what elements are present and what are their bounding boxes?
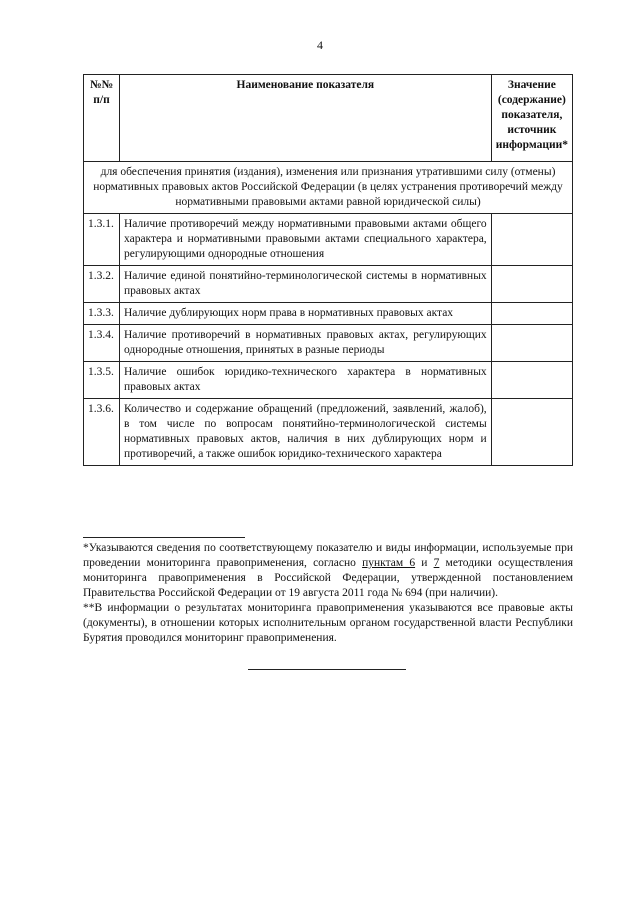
row-name: Наличие единой понятийно-терминологической системы в нормативных правовых актах <box>120 266 492 303</box>
header-name: Наименование показателя <box>120 75 492 162</box>
row-value <box>491 214 572 266</box>
table-row <box>84 266 573 303</box>
indicators-table <box>83 74 573 466</box>
footnote-2: **В информации о результатах мониторинга правоприменения указываются все правовые акты (документы), в отношении которых исполнительным органом государственной власти Республики Бурятия проводился мониторинг правоприменения. <box>83 602 573 644</box>
footnotes <box>83 537 573 646</box>
row-num: 1.3.5. <box>84 362 120 399</box>
header-num: №№ п/п <box>84 75 120 162</box>
header-value: Значение (содержание) показателя, источник информации* <box>491 75 572 162</box>
row-value <box>491 266 572 303</box>
footnote-1: *Указываются сведения по соответствующему показателю и виды информации, используемые при проведении мониторинга правоприменения, согласно пунктам 6 и 7 методики осуществления мониторинга правоприменения в Российской Федерации, утвержденной постановлением Правительства Российской Федерации от 19 августа 2011 года № 694 (при наличии). <box>83 542 573 599</box>
page-number: 4 <box>317 38 323 52</box>
row-name: Наличие противоречий между нормативными правовыми актами общего характера и нормативными правовыми актами специального характера, регулирующими однородные отношения <box>120 214 492 266</box>
link-punktam-6[interactable]: пунктам 6 <box>362 557 416 569</box>
table-row <box>84 303 573 325</box>
row-name: Наличие противоречий в нормативных правовых актах, регулирующих однородные отношения, принятых в разные периоды <box>120 325 492 362</box>
row-value <box>491 399 572 466</box>
row-name: Наличие ошибок юридико-технического характера в нормативных правовых актах <box>120 362 492 399</box>
end-separator <box>248 669 406 670</box>
section-title: для обеспечения принятия (издания), изменения или признания утратившими силу (отмены) нормативных правовых актов Российской Федерации (в целях устранения противоречий между нормативными правовыми актами равной юридической силы) <box>84 162 573 214</box>
row-num: 1.3.1. <box>84 214 120 266</box>
link-punkt-7[interactable]: 7 <box>433 557 440 569</box>
table-row <box>84 399 573 466</box>
row-name: Количество и содержание обращений (предложений, заявлений, жалоб), в том числе по вопросам понятийно-терминологической системы нормативных правовых актов, наличия в них дублирующих норм и противоречий, а также ошибок юридико-технического характера <box>120 399 492 466</box>
table-row <box>84 362 573 399</box>
row-value <box>491 362 572 399</box>
row-num: 1.3.4. <box>84 325 120 362</box>
row-value <box>491 325 572 362</box>
row-num: 1.3.6. <box>84 399 120 466</box>
row-num: 1.3.3. <box>84 303 120 325</box>
table-header-row <box>84 75 573 162</box>
footnote-separator <box>83 537 245 538</box>
row-name: Наличие дублирующих норм права в нормативных правовых актах <box>120 303 492 325</box>
section-row <box>84 162 573 214</box>
table-row <box>84 214 573 266</box>
table-row <box>84 325 573 362</box>
row-value <box>491 303 572 325</box>
row-num: 1.3.2. <box>84 266 120 303</box>
